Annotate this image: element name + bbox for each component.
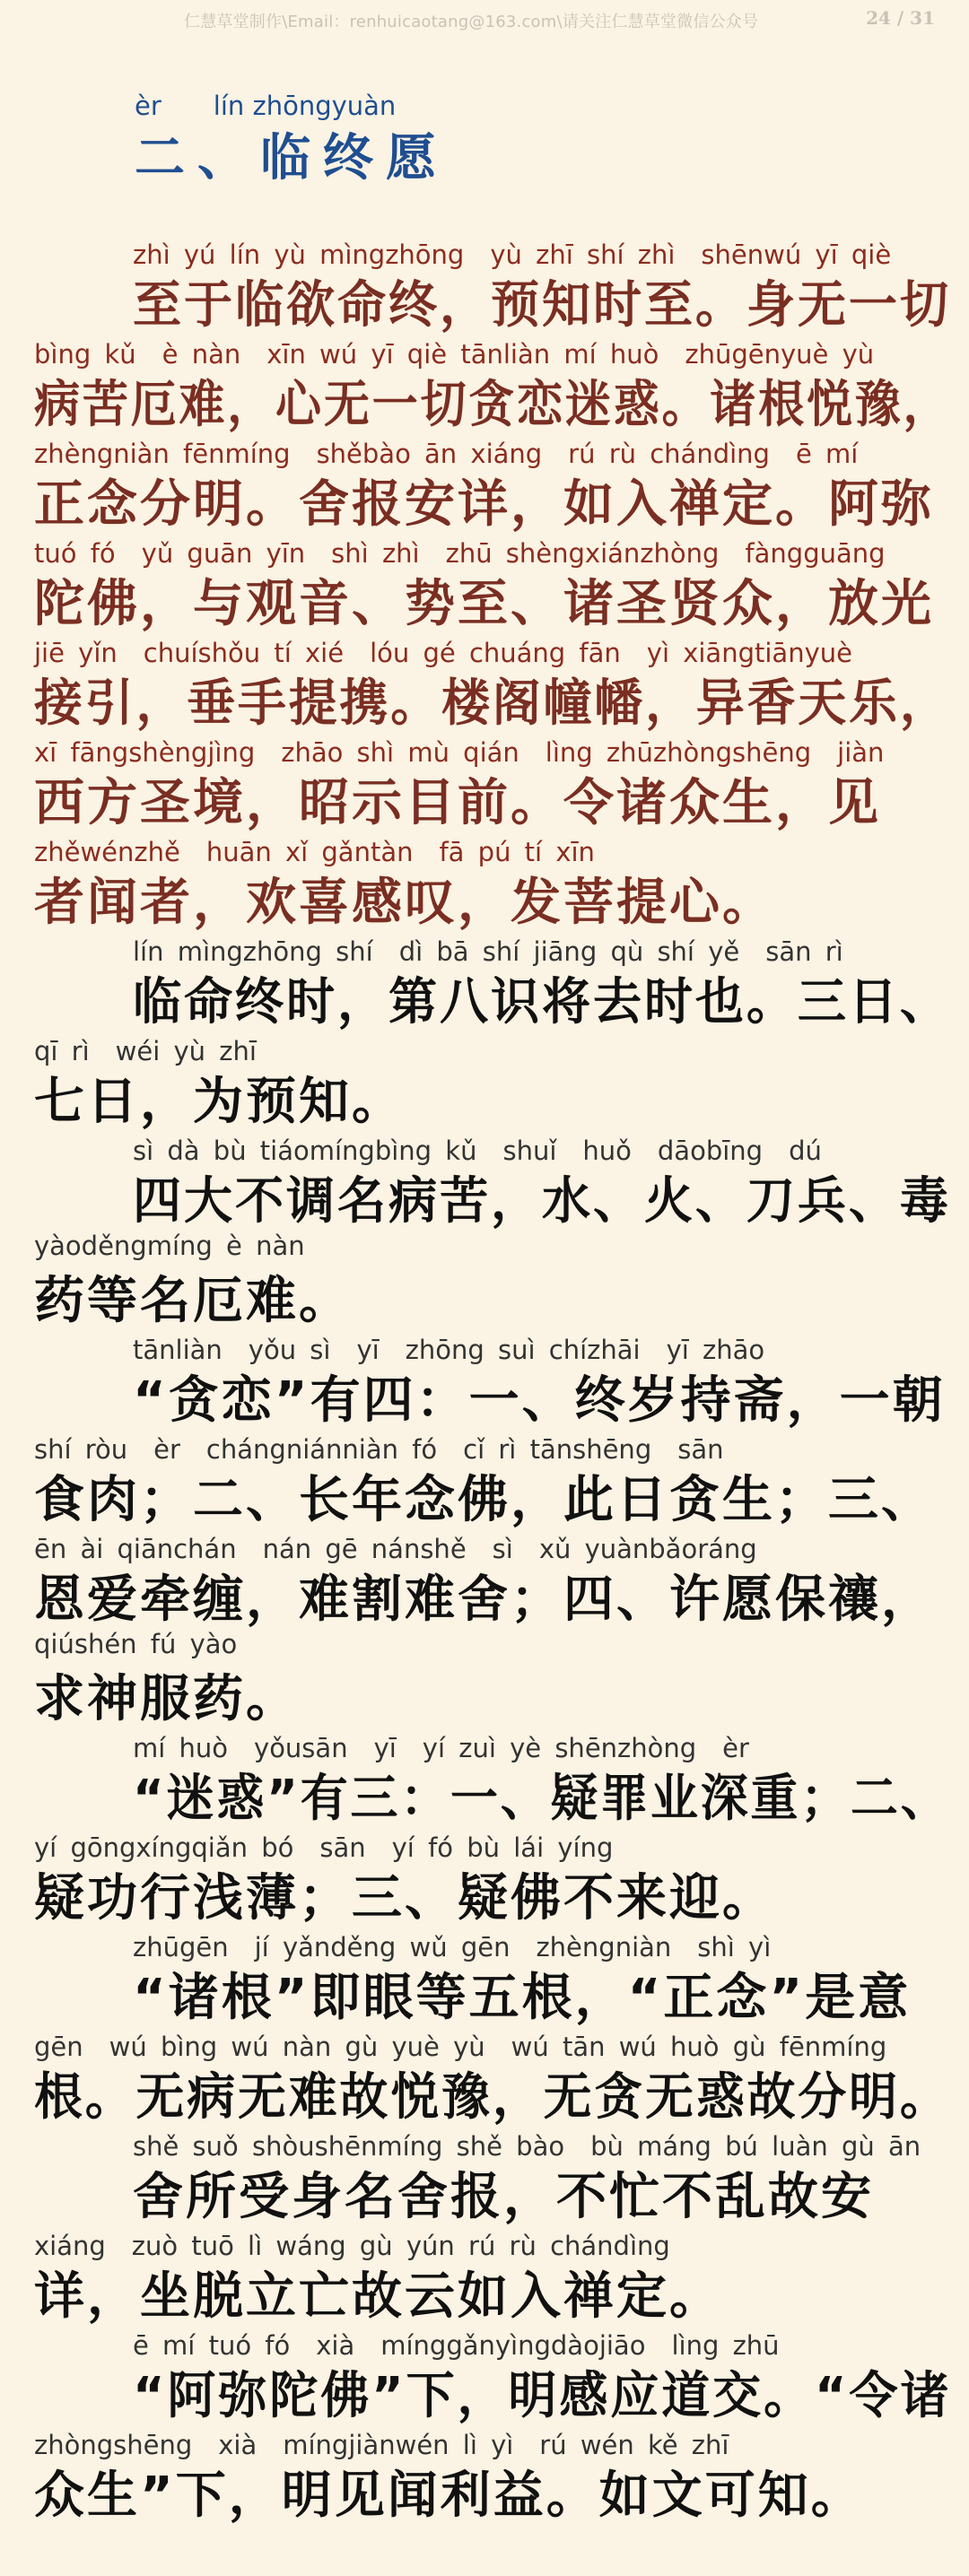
chinese-text: 药等名厄难。 [34,1272,352,1330]
pinyin-annotation: gēn wú bìng wú nàn gù yuè yù wú tān wú huò gù fēnmíng [34,2032,887,2062]
text-line [0,1330,969,1430]
pinyin-annotation: bìng kǔ è nàn xīn wú yī qiè tānliàn mí huò zhūgēnyuè yù [34,339,875,370]
chinese-text: “诸根”即眼等五根，“正念”是意 [133,1969,912,2027]
text-line [0,1728,969,1828]
pinyin-annotation: lín mìngzhōng shí dì bā shí jiāng qù shí yě sān rì [133,936,843,967]
text-line [0,1231,969,1330]
pinyin-annotation: zhūgēn jí yǎnděng wǔ gēn zhèngniàn shì yì [133,1932,772,1962]
pinyin-annotation: tānliàn yǒu sì yī zhōng suì chízhāi yī zhāo [133,1335,765,1365]
pinyin-annotation: sì dà bù tiáomíngbìng kǔ shuǐ huǒ dāobīng dú [133,1136,822,1166]
pinyin-annotation: zhòngshēng xià míngjiànwén lì yì rú wén kě zhī [34,2430,729,2460]
pinyin-annotation: xiáng zuò tuō lì wáng gù yún rú rù chándìng [34,2231,670,2261]
text-line [0,832,969,932]
pinyin-annotation: ēn ài qiānchán nán gē nánshě sì xǔ yuànbǎoráng [34,1534,757,1564]
pinyin-annotation: qī rì wéi yù zhī [34,1036,257,1066]
chinese-text: 舍所受身名舍报，不忙不乱故安 [133,2168,874,2226]
text-line [0,235,969,335]
text-line [0,1529,969,1629]
page-number: 24 / 31 [866,7,935,29]
chinese-text: 接引，垂手提携。楼阁幢幡，异香天乐， [34,674,951,733]
section-title [135,86,449,190]
pinyin-annotation: tuó fó yǔ guān yīn shì zhì zhū shèngxiánzhòng fàngguāng [34,538,886,569]
chinese-text: 陀佛，与观音、势至、诸圣贤众，放光 [34,575,934,633]
chinese-text: 临命终时，第八识将去时也。三日、 [133,973,951,1031]
pinyin-annotation: mí huò yǒusān yī yí zuì yè shēnzhòng èr [133,1733,749,1763]
text-line [0,335,969,434]
chinese-text: 四大不调名病苦，水、火、刀兵、毒 [133,1172,951,1231]
pinyin-annotation: jiē yǐn chuíshǒu tí xié lóu gé chuáng fān yì xiāngtiānyuè [34,638,852,668]
chinese-text: 七日，为预知。 [34,1073,405,1131]
text-line [0,2326,969,2425]
text-line [0,1928,969,2027]
chinese-text: 至于临欲命终，预知时至。身无一切 [133,276,951,335]
chinese-text: “阿弥陀佛”下，明感应道交。“令诸 [133,2367,952,2425]
text-line [0,2027,969,2127]
chinese-text: 正念分明。舍报安详，如入禅定。阿弥 [34,475,934,534]
pinyin-annotation: qiúshén fú yào [34,1629,238,1659]
text-line [0,633,969,733]
chinese-text: 西方圣境，昭示目前。令诸众生，见 [34,774,881,832]
pinyin-annotation: zhèngniàn fēnmíng shěbào ān xiáng rú rù chándìng ē mí [34,439,859,469]
text-line [0,2425,969,2525]
chinese-text: 求神服药。 [34,1670,299,1728]
chinese-text: 者闻者，欢喜感叹，发菩提心。 [34,874,775,932]
text-line [0,1031,969,1131]
text-line [0,534,969,633]
pinyin-annotation: yàoděngmíng è nàn [34,1231,305,1261]
chinese-text: “贪恋”有四：一、终岁持斋，一朝 [133,1371,946,1430]
chinese-text: 食肉；二、长年念佛，此日贪生；三、 [34,1471,934,1529]
page-header [0,0,969,45]
pinyin-annotation: yí gōngxíngqiǎn bó sān yí fó bù lái yíng [34,1832,614,1863]
text-line [0,2127,969,2226]
chinese-text: 病苦厄难，心无一切贪恋迷惑。诸根悦豫， [34,376,952,434]
pinyin-annotation: zhěwénzhě huān xǐ gǎntàn fā pú tí xīn [34,837,595,867]
text-line [0,1828,969,1928]
pinyin-annotation: shě suǒ shòushēnmíng shě bào bù máng bú luàn gù ān [133,2131,921,2162]
pinyin-annotation: xī fāngshèngjìng zhāo shì mù qián lìng zhūzhòngshēng jiàn [34,737,885,768]
chinese-text: 恩爱牵缠，难割难舍；四、许愿保禳， [34,1571,934,1629]
chinese-text: 详，坐脱立亡故云如入禅定。 [34,2267,722,2326]
section-heading: 二、临终愿 [135,128,449,187]
text-line [0,1629,969,1728]
text-line [0,932,969,1031]
pinyin-annotation: zhì yú lín yù mìngzhōng yù zhī shí zhì shēnwú yī qiè [133,239,892,270]
text-line [0,733,969,832]
pinyin-annotation: shí ròu èr chángniánniàn fó cǐ rì tānshēng sān [34,1434,724,1465]
text-line [0,2226,969,2326]
chinese-text: 疑功行浅薄；三、疑佛不来迎。 [34,1869,775,1928]
chinese-text: 众生”下，明见闻利益。如文可知。 [34,2467,864,2525]
text-line [0,1131,969,1231]
pinyin-annotation: ē mí tuó fó xià mínggǎnyìngdàojiāo lìng zhū [133,2330,780,2361]
section-title-pinyin: èr lín zhōngyuàn [135,91,397,121]
chinese-text: “迷惑”有三：一、疑罪业深重；二、 [133,1770,951,1828]
text-line [0,434,969,534]
text-line [0,1430,969,1529]
header-credit-text: 仁慧草堂制作\Email：renhuicaotang@163.com\请关注仁慧草堂微信公众号 [184,13,759,31]
chinese-text: 根。无病无难故悦豫，无贪无惑故分明。 [34,2068,951,2127]
text-body [0,235,969,2525]
